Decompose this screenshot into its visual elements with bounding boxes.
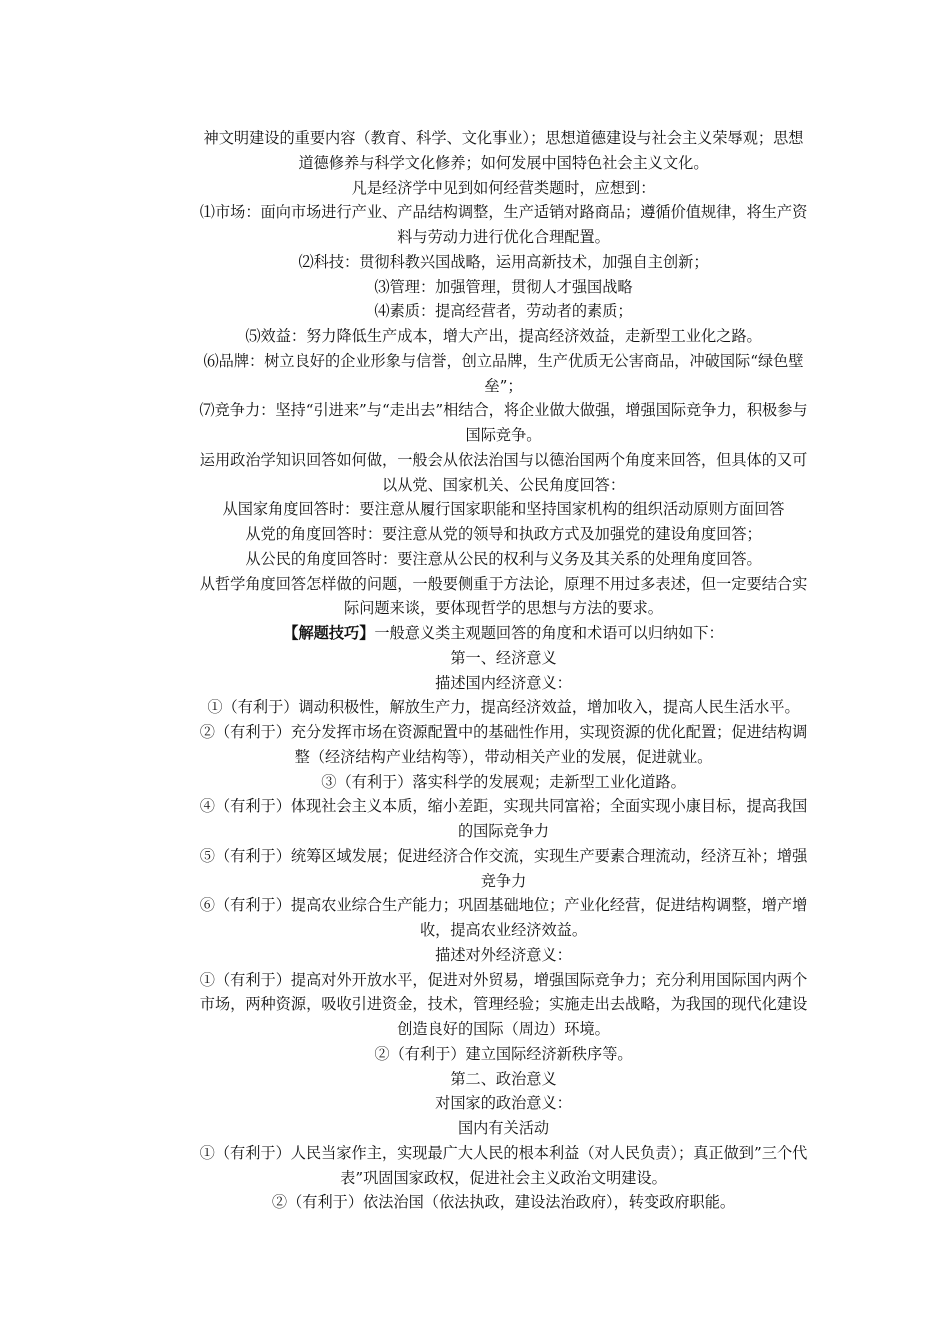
list-item: ②（有利于）充分发挥市场在资源配置中的基础性作用，实现资源的优化配置；促进结构调整（经济结构产业结构等），带动相关产业的发展，促进就业。 — [199, 723, 808, 766]
subsection-title-domestic-activity: 国内有关活动 — [457, 1119, 550, 1137]
tip-heading: 【解题技巧】 — [283, 624, 375, 642]
list-item: ③（有利于）落实科学的发展观；走新型工业化道路。 — [321, 772, 686, 791]
list-item-brand: ⑹品牌：树立良好的企业形象与信誉，创立品牌，生产优质无公害商品，冲破国际“绿色壁垒”； — [203, 351, 804, 395]
paragraph-business-intro: 凡是经济学中见到如何经营类题时，应想到： — [351, 178, 656, 197]
list-item-competitiveness: ⑺竞争力：坚持“引进来”与“走出去”相结合，将企业做大做强，增强国际竞争力，积极参与国际竞争。 — [199, 401, 808, 444]
list-item: ⑤（有利于）统筹区域发展；促进经济合作交流，实现生产要素合理流动，经济互补；增强竞争力 — [199, 846, 808, 890]
list-item-quality: ⑷素质：提高经营者，劳动者的素质； — [374, 302, 633, 321]
list-item-management: ⑶管理：加强管理，贯彻人才强国战略 — [374, 277, 633, 296]
list-item-technology: ⑵科技：贯彻科教兴国战略，运用高新技术，加强自主创新； — [298, 252, 709, 271]
section-title-political: 第二、政治意义 — [450, 1069, 557, 1088]
paragraph-philosophy: 从哲学角度回答怎样做的问题，一般要侧重于方法论，原理不用过多表述，但一定要结合实际问题来谈，要体现哲学的思想与方法的要求。 — [199, 574, 808, 618]
paragraph-politics-intro: 运用政治学知识回答如何做，一般会从依法治国与以德治国两个角度来回答，但具体的又可以从党、国家机关、公民角度回答： — [199, 450, 808, 494]
list-item-market: ⑴市场：面向市场进行产业、产品结构调整，生产适销对路商品；遵循价值规律，将生产资料与劳动力进行优化合理配置。 — [199, 203, 808, 246]
paragraph-state-angle: 从国家角度回答时：要注意从履行国家职能和坚持国家机构的组织活动原则方面回答 — [222, 500, 785, 519]
subsection-title-domestic: 描述国内经济意义： — [435, 673, 572, 692]
paragraph-culture: 神文明建设的重要内容（教育、科学、文化事业）；思想道德建设与社会主义荣辱观；思想道德修养与科学文化修养；如何发展中国特色社会主义文化。 — [203, 129, 804, 172]
paragraph-party-angle: 从党的角度回答时：要注意从党的领导和执政方式及加强党的建设角度回答； — [245, 525, 762, 543]
subsection-title-national: 对国家的政治意义： — [435, 1094, 572, 1113]
section-title-economic: 第一、经济意义 — [450, 648, 557, 667]
list-item-efficiency: ⑸效益：努力降低生产成本，增大产出，提高经济效益，走新型工业化之路。 — [245, 327, 762, 345]
list-item: ②（有利于）建立国际经济新秩序等。 — [374, 1044, 633, 1063]
paragraph-citizen-angle: 从公民的角度回答时：要注意从公民的权利与义务及其关系的处理角度回答。 — [245, 549, 762, 568]
document-page — [198, 126, 809, 1215]
list-item: ①（有利于）调动积极性，解放生产力，提高经济效益，增加收入，提高人民生活水平。 — [207, 698, 800, 717]
list-item: ①（有利于）人民当家作主，实现最广大人民的根本利益（对人民负责）；真正做到”三个代表”巩固国家政权，促进社会主义政治文明建设。 — [199, 1143, 808, 1187]
subsection-title-foreign: 描述对外经济意义： — [435, 945, 572, 964]
tip-line — [198, 621, 809, 646]
tip-text: 一般意义类主观题回答的角度和术语可以归纳如下： — [374, 624, 724, 642]
list-item: ④（有利于）体现社会主义本质，缩小差距，实现共同富裕；全面实现小康目标，提高我国的国际竞争力 — [199, 797, 808, 840]
list-item: ①（有利于）提高对外开放水平，促进对外贸易，增强国际竞争力；充分利用国际国内两个市场，两种资源，吸收引进资金，技术，管理经验；实施走出去战略，为我国的现代化建设创造良好的国际（周边）环境。 — [199, 970, 808, 1038]
list-item: ⑥（有利于）提高农业综合生产能力；巩固基础地位；产业化经营，促进结构调整，增产增收，提高农业经济效益。 — [199, 896, 808, 939]
list-item: ②（有利于）依法治国（依法执政，建设法治政府），转变政府职能。 — [271, 1193, 736, 1212]
